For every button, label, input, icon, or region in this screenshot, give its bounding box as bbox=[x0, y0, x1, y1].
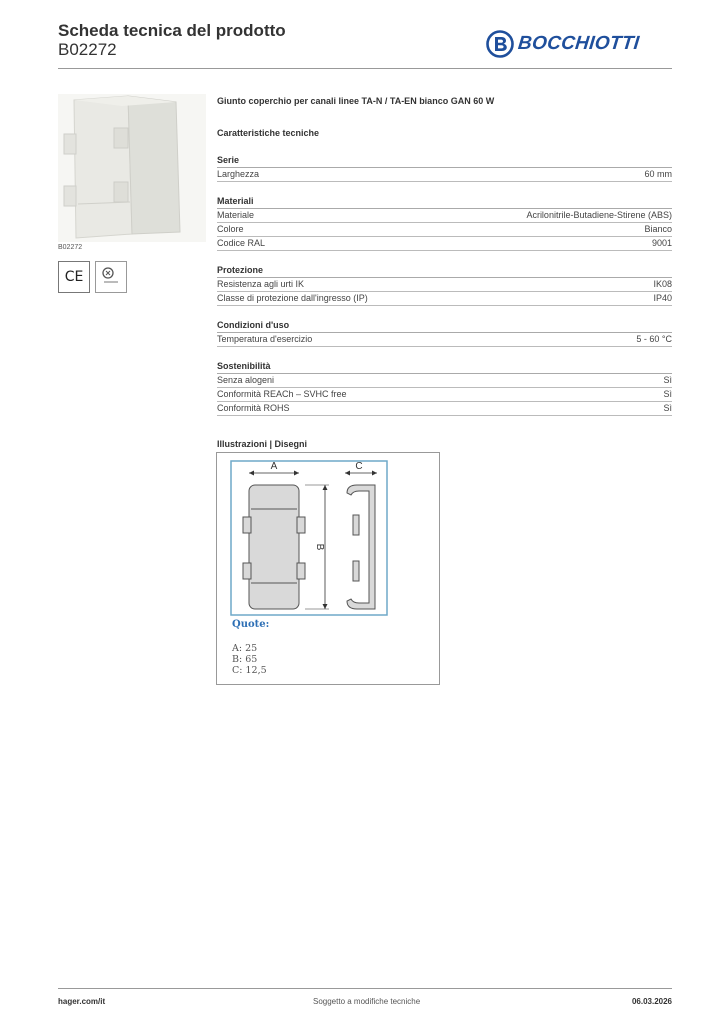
spec-row bbox=[217, 237, 672, 251]
group-title-protezione: Protezione bbox=[217, 265, 672, 278]
spec-value: Acrilonitrile-Butadiene-Stirene (ABS) bbox=[526, 210, 672, 220]
page-title: Scheda tecnica del prodotto bbox=[58, 21, 286, 40]
spec-value: Sì bbox=[663, 375, 672, 385]
spec-value: 9001 bbox=[651, 238, 672, 248]
section-title: Caratteristiche tecniche bbox=[217, 128, 320, 138]
spec-value: 5 - 60 °C bbox=[636, 334, 672, 344]
brand-name: BOCCHIOTTI bbox=[516, 33, 641, 54]
product-code: B02272 bbox=[58, 40, 117, 59]
spec-row bbox=[217, 292, 672, 306]
spec-label: Classe di protezione dall'ingresso (IP) bbox=[217, 293, 368, 303]
spec-label: Temperatura d'esercizio bbox=[217, 334, 313, 344]
spec-label: Materiale bbox=[217, 210, 255, 220]
footer-date: 06.03.2026 bbox=[631, 997, 672, 1006]
spec-row bbox=[217, 278, 672, 292]
group-title-condizioni: Condizioni d'uso bbox=[217, 320, 672, 333]
ce-mark-icon: CE bbox=[58, 261, 90, 293]
product-description: Giunto coperchio per canali linee TA-N / TA-EN bianco GAN 60 W bbox=[217, 96, 495, 106]
spec-label: Colore bbox=[217, 224, 244, 234]
spec-row bbox=[217, 223, 672, 237]
quote-c: C: 12,5 bbox=[232, 665, 267, 676]
spec-row bbox=[217, 209, 672, 223]
spec-value: Sì bbox=[663, 389, 672, 399]
spec-row bbox=[217, 374, 672, 388]
spec-value: IK08 bbox=[653, 279, 672, 289]
quote-title: Quote: bbox=[232, 619, 270, 630]
illustrations-title: Illustrazioni | Disegni bbox=[217, 439, 308, 449]
technical-drawing bbox=[216, 452, 440, 685]
spec-value: Bianco bbox=[644, 224, 672, 234]
spec-label: Codice RAL bbox=[217, 238, 266, 248]
spec-row bbox=[217, 168, 672, 182]
spec-row bbox=[217, 388, 672, 402]
footer-website-link[interactable]: hager.com/it bbox=[58, 997, 106, 1006]
certification-mark-icon bbox=[95, 261, 127, 293]
quote-b: B: 65 bbox=[232, 654, 258, 665]
spec-label: Conformità ROHS bbox=[217, 403, 290, 413]
spec-value: Sì bbox=[663, 403, 672, 413]
spec-label: Conformità REACh – SVHC free bbox=[217, 389, 347, 399]
spec-label: Larghezza bbox=[217, 169, 260, 179]
product-image-caption: B02272 bbox=[58, 244, 83, 251]
footer-disclaimer: Soggetto a modifiche tecniche bbox=[313, 997, 421, 1006]
dimension-label-b: B bbox=[314, 543, 325, 551]
dimension-label-a: A bbox=[270, 461, 278, 472]
group-title-sostenibilita: Sostenibilità bbox=[217, 361, 672, 374]
header-divider bbox=[58, 68, 672, 69]
footer-divider bbox=[58, 988, 672, 989]
spec-row bbox=[217, 333, 672, 347]
group-title-materiali: Materiali bbox=[217, 196, 672, 209]
quote-a: A: 25 bbox=[232, 643, 258, 654]
product-photo bbox=[58, 94, 206, 242]
spec-value: 60 mm bbox=[644, 169, 672, 179]
group-title-serie: Serie bbox=[217, 155, 672, 168]
spec-sheet bbox=[217, 92, 672, 449]
brand-logo bbox=[486, 29, 668, 59]
spec-label: Resistenza agli urti IK bbox=[217, 279, 305, 289]
spec-label: Senza alogeni bbox=[217, 375, 275, 385]
spec-row bbox=[217, 402, 672, 416]
spec-value: IP40 bbox=[653, 293, 672, 303]
dimension-label-c: C bbox=[355, 461, 363, 472]
bocchiotti-logo-icon bbox=[486, 30, 514, 58]
product-photo-drawing bbox=[58, 94, 206, 242]
